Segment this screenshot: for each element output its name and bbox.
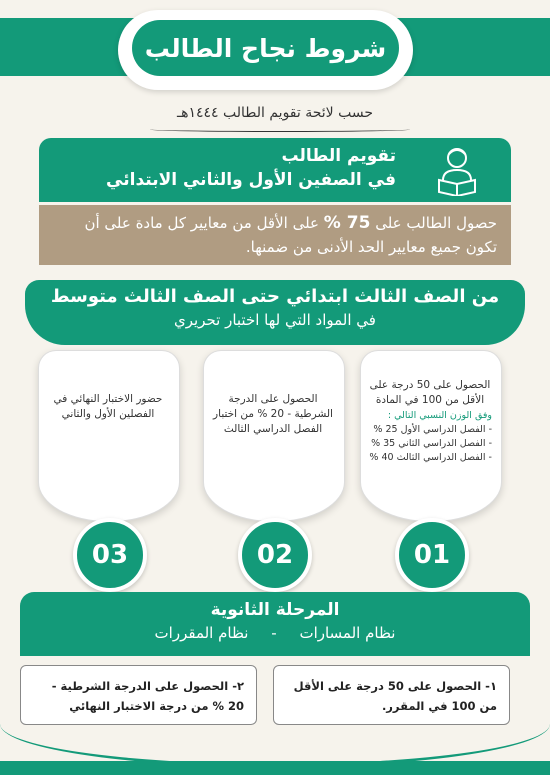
section3-subtitle — [20, 624, 530, 642]
track-separator: - — [271, 624, 277, 642]
section3-header — [20, 592, 530, 656]
section3-title: المرحلة الثانوية — [210, 600, 340, 620]
footer-band — [0, 761, 550, 775]
card-02-number: 02 — [238, 518, 312, 592]
section1-title-line1: تقويم الطالب — [281, 146, 396, 166]
section2-title: من الصف الثالث ابتدائي حتى الصف الثالث متوسط — [50, 286, 500, 307]
track-paths: نظام المسارات — [299, 624, 396, 642]
section2-subtitle: في المواد التي لها اختبار تحريري — [174, 311, 376, 329]
card-01-content — [368, 378, 492, 465]
criterion-card-02 — [203, 350, 343, 575]
reading-student-icon — [433, 144, 481, 196]
page-title: شروط نجاح الطالب — [132, 20, 399, 76]
card-01-item-2: - الفصل الدراسي الثاني 35 % — [371, 438, 492, 449]
section1-title-line2: في الصفين الأول والثاني الابتدائي — [106, 170, 396, 190]
secondary-criterion-1: ١- الحصول على 50 درجة على الأقل من 100 في المقرر. — [273, 665, 510, 725]
criterion-card-03 — [38, 350, 178, 575]
criterion-card-01 — [360, 350, 500, 575]
subtitle-underline — [150, 127, 410, 132]
criteria-part2: على الأقل من معايير كل مادة على أن تكون جميع معايير الحد الأدنى من ضمنها. — [84, 214, 497, 256]
card-01-item-3: - الفصل الدراسي الثالث 40 % — [369, 452, 492, 463]
section1-header — [39, 138, 511, 202]
criteria-part1: حصول الطالب على — [375, 214, 497, 232]
card-01-item-1: - الفصل الدراسي الأول 25 % — [373, 424, 492, 435]
criteria-box — [39, 205, 511, 265]
section2-header — [25, 280, 525, 345]
card-03-text: حضور الاختبار النهائي في الفصلين الأول والثاني — [53, 393, 163, 420]
page-subtitle: حسب لائحة تقويم الطالب ١٤٤٤هـ — [176, 105, 374, 121]
secondary-criterion-2: ٢- الحصول على الدرجة الشرطية - 20 % من درجة الاختبار النهائي — [20, 665, 257, 725]
criteria-percent: 75 % — [323, 213, 371, 233]
card-01-text: الحصول على 50 درجة على الأقل من 100 في المادة — [369, 379, 491, 406]
card-frame — [38, 350, 180, 522]
card-03-number: 03 — [73, 518, 147, 592]
section1-title — [106, 144, 396, 192]
card-01-weight-label: وفق الوزن النسبي التالي : — [387, 410, 492, 421]
card-01-number: 01 — [395, 518, 469, 592]
track-courses: نظام المقررات — [154, 624, 249, 642]
card-02-text: الحصول على الدرجة الشرطية - 20 % من اختبار الفصل الدراسي الثالث — [213, 393, 333, 435]
